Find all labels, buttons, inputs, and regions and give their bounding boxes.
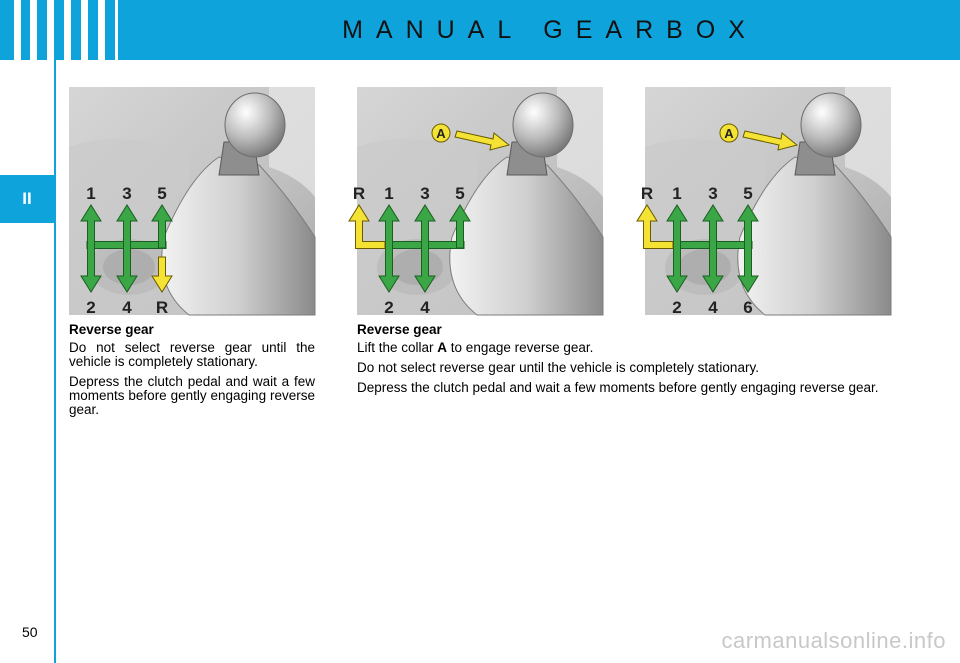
section-tab: II [0, 175, 54, 223]
gear-label-bottom: 2 [672, 298, 682, 317]
gearshift-illustration-3 [640, 87, 891, 317]
gear-label-top: 5 [157, 184, 167, 203]
side-rule [54, 60, 56, 663]
right-heading: Reverse gear [357, 322, 442, 337]
gearshift-illustration-2 [352, 87, 603, 317]
header-stripe [64, 0, 71, 60]
gear-label-reverse: R [640, 184, 654, 203]
collar-label: A [724, 126, 734, 141]
gear-label-bottom: 2 [86, 298, 96, 317]
collar-label: A [436, 126, 446, 141]
gear-knob [225, 93, 285, 157]
header-bar [0, 0, 960, 60]
shift-pattern [81, 205, 172, 292]
right-instructions [357, 323, 893, 401]
gear-label-top: 5 [455, 184, 465, 203]
gearshift-illustration-1 [69, 87, 315, 315]
header-stripe [14, 0, 21, 60]
gear-label-bottom: 4 [708, 298, 718, 317]
gear-label-top: 3 [420, 184, 430, 203]
header-stripe [30, 0, 37, 60]
right-para-1-text: Lift the collar [357, 340, 438, 355]
header-stripe [47, 0, 54, 60]
gear-label-top: 3 [708, 184, 718, 203]
left-instructions [69, 323, 315, 423]
gearshift-svg [352, 87, 603, 317]
gear-knob [801, 93, 861, 157]
gear-label-top: 1 [672, 184, 682, 203]
gear-label-top: 3 [122, 184, 132, 203]
right-para-3: Depress the clutch pedal and wait a few moments before gently engaging reverse gear. [357, 380, 879, 395]
gear-label-bottom: 6 [743, 298, 753, 317]
header-stripe [98, 0, 105, 60]
gearshift-svg [640, 87, 891, 317]
gear-label-bottom: 4 [122, 298, 132, 317]
gear-label-reverse: R [352, 184, 366, 203]
gear-label-top: 5 [743, 184, 753, 203]
page-number: 50 [22, 624, 38, 640]
header-stripe [115, 0, 118, 60]
left-para-2: Depress the clutch pedal and wait a few moments before gently engaging reverse gear. [69, 374, 315, 417]
gearshift-svg [69, 87, 315, 315]
watermark: carmanualsonline.info [721, 628, 946, 653]
header-stripe [81, 0, 88, 60]
right-para-1 [357, 341, 893, 355]
right-para-2: Do not select reverse gear until the vehicle is completely stationary. [357, 360, 759, 375]
page-title: MANUAL GEARBOX [342, 16, 758, 44]
left-para-1: Do not select reverse gear until the vehicle is completely stationary. [69, 340, 315, 369]
collar-ref: A [437, 340, 448, 355]
gear-label-bottom: 4 [420, 298, 430, 317]
left-heading: Reverse gear [69, 322, 154, 337]
gear-label-bottom: 2 [384, 298, 394, 317]
gear-label-bottom: R [155, 298, 169, 317]
gear-label-top: 1 [384, 184, 394, 203]
gear-label-top: 1 [86, 184, 96, 203]
right-para-1-text-end: to engage reverse gear. [447, 340, 594, 355]
gear-knob [513, 93, 573, 157]
